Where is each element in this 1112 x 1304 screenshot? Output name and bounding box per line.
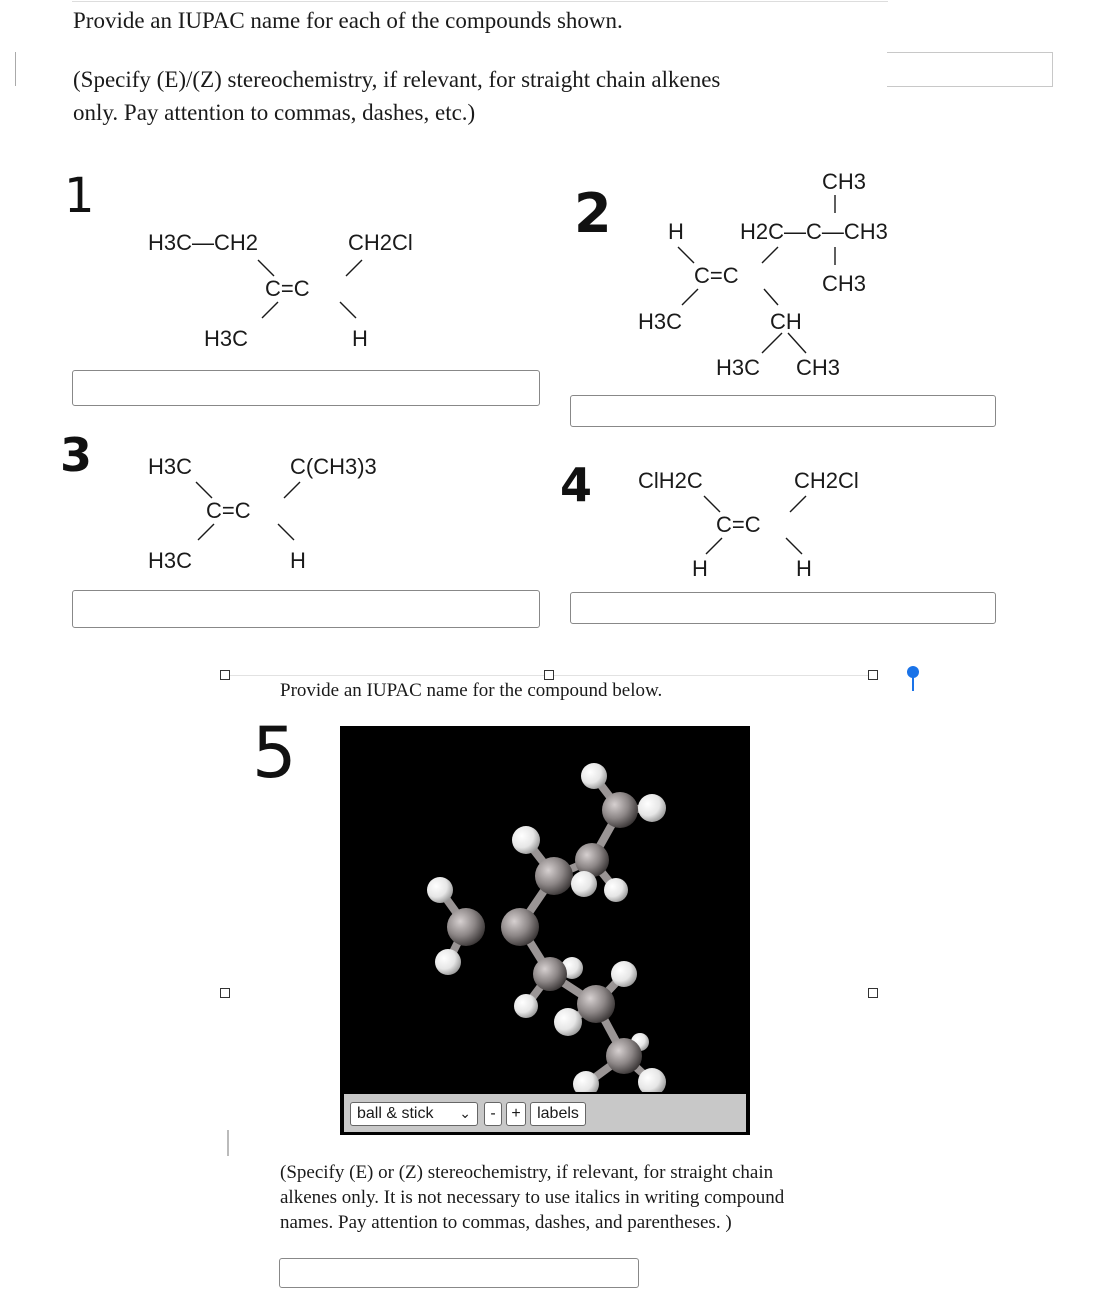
compound-4-structure — [630, 462, 900, 587]
c3-double-bond-label: C=C — [206, 498, 251, 523]
c2-h-label: H — [668, 219, 684, 244]
answer-input-1[interactable] — [72, 370, 540, 406]
chevron-down-icon: ⌄ — [459, 1105, 471, 1121]
c1-methyl-label: H3C — [204, 326, 249, 351]
answer-input-2[interactable] — [570, 395, 996, 427]
location-pin-icon[interactable] — [905, 664, 921, 694]
zoom-in-button[interactable]: + — [506, 1102, 526, 1126]
resize-handle-top-right[interactable] — [868, 670, 878, 680]
handwritten-number-5: 5 — [252, 712, 297, 794]
text-cursor-mark — [227, 1130, 229, 1156]
handwritten-number-2: 2 — [574, 182, 612, 245]
c4-double-bond-label: C=C — [716, 512, 761, 537]
q5-note-line3: names. Pay attention to commas, dashes, and parentheses. ) — [280, 1212, 732, 1233]
molecule-viewer[interactable] — [340, 726, 750, 1135]
style-select[interactable] — [350, 1102, 478, 1126]
c3-bottom-methyl-label: H3C — [148, 548, 193, 573]
c1-h-label: H — [352, 326, 368, 351]
c1-chloromethyl-label: CH2Cl — [348, 230, 413, 255]
compound-1-structure — [140, 220, 450, 360]
c3-tert-butyl-label: C(CH3)3 — [290, 454, 377, 479]
resize-handle-top-middle[interactable] — [544, 670, 554, 680]
handwritten-number-4: 4 — [560, 458, 593, 512]
c4-right-chloromethyl-label: CH2Cl — [794, 468, 859, 493]
instructions-title: Provide an IUPAC name for each of the compounds shown. — [73, 8, 623, 33]
answer-input-4[interactable] — [570, 592, 996, 624]
answer-input-3[interactable] — [72, 590, 540, 628]
q5-prompt: Provide an IUPAC name for the compound below. — [280, 680, 663, 701]
compound-3-structure — [140, 448, 420, 578]
resize-handle-middle-right[interactable] — [868, 988, 878, 998]
c3-top-methyl-label: H3C — [148, 454, 193, 479]
handwritten-number-3: 3 — [60, 428, 93, 482]
resize-handle-middle-left[interactable] — [220, 988, 230, 998]
c2-double-bond-label: C=C — [694, 263, 739, 288]
q5-note-line1: (Specify (E) or (Z) stereochemistry, if relevant, for straight chain — [280, 1162, 774, 1183]
c3-h-label: H — [290, 548, 306, 573]
header-right-box — [887, 52, 1053, 87]
handwritten-number-1: 1 — [64, 168, 95, 224]
resize-handle-top-left[interactable] — [220, 670, 230, 680]
c4-left-chloromethyl-label: ClH2C — [638, 468, 703, 493]
molecule-3d-model[interactable] — [340, 726, 750, 1092]
style-select-value: ball & stick — [357, 1105, 434, 1122]
labels-button[interactable]: labels — [530, 1102, 586, 1126]
c2-ch-label: CH — [770, 309, 802, 334]
left-margin-mark — [15, 52, 16, 86]
zoom-out-button[interactable]: - — [484, 1102, 502, 1126]
compound-2-structure — [630, 165, 940, 387]
c2-lower-methyl-label: CH3 — [822, 271, 867, 296]
c1-double-bond-label: C=C — [265, 276, 310, 301]
c2-h3c-label: H3C — [638, 309, 683, 334]
c4-left-h-label: H — [692, 556, 708, 581]
c2-isopropyl-methyl-b: CH3 — [796, 355, 841, 380]
top-divider — [72, 1, 888, 2]
c2-top-methyl-label: CH3 — [822, 169, 867, 194]
c2-isopropyl-methyl-a: H3C — [716, 355, 761, 380]
c1-ethyl-label: H3C—CH2 — [148, 230, 259, 255]
viewer-toolbar — [344, 1094, 746, 1132]
instructions-line3: only. Pay attention to commas, dashes, etc.) — [73, 100, 476, 125]
q5-note-line2: alkenes only. It is not necessary to use italics in writing compound — [280, 1187, 785, 1208]
instructions-line2: (Specify (E)/(Z) stereochemistry, if relevant, for straight chain alkenes — [73, 67, 721, 92]
c2-tert-chain-label: H2C—C—CH3 — [740, 219, 888, 244]
c4-right-h-label: H — [796, 556, 812, 581]
answer-input-5[interactable] — [279, 1258, 639, 1288]
